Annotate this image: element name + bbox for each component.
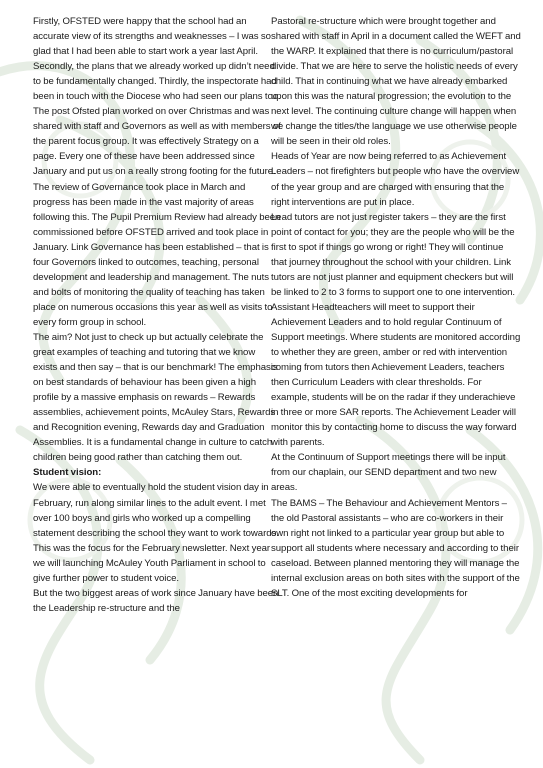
paragraph-bams: The BAMS – The Behaviour and Achievement Mentors – the old Pastoral assistants – who are co-workers in their own right not linked to a particular year group but able to support all students where necessary and according to their caseload. Between planned mentoring they will manage the internal exclusion areas on both sites with the support of the SLT. One of the most exciting developments for — [271, 497, 520, 599]
heading-student-vision: Student vision: — [33, 467, 102, 479]
paragraph-assistant-headteachers: Assistant Headteachers will meet to support their Achievement Leaders and to hold regular Continuum of Support meetings. Where students are monitored according to whether they are green, amber or red with intervention coming from tutors then Achievement Leaders, teachers then Curriculum Leaders with clear thresholds. For example, students will be on the radar if they underachieve in three or more SAR reports. The Achievement Leader will monitor this by contacting home to discuss the way forward with parents. — [271, 301, 521, 449]
paragraph-student-vision: We were able to eventually hold the student vision day in February, run along similar lines to the adult event. I met over 100 boys and girls who worked up a compelling statement describing the school they want to work towards. This was the focus for the February newsletter. Next year we will launching McAuley Youth Parliament in school to give further power to student voice. — [33, 482, 279, 584]
paragraph-continuum-of-support: At the Continuum of Support meetings there will be input from our chaplain, our SEND department and two new areas. — [271, 452, 506, 494]
paragraph-aim: The aim? Not just to check up but actually celebrate the great examples of teaching and tutoring that we know exists and then say – that is our benchmark! The emphasis on best standards of behaviour has been given a high profile by a massive emphasis on rewards – Rewards assemblies, achievement points, McAuley Stars, Rewards and Recognition evening, Rewards day and Graduation Assemblies. It is a fundamental change in culture to catch children being good rather than catching them out. — [33, 331, 278, 464]
paragraph-restructure-intro: But the two biggest areas of work since January have been the Leadership re-structure and the — [33, 587, 279, 614]
paragraph-pastoral-restructure: Pastoral re-structure which were brought together and shared with staff in April in a document called the WEFT and the WARP. It explained that there is no curriculum/pastoral divide. That we are here to serve the holistic needs of every child. That in continuing what we have already embarked upon this was the natural progression; the evolution to the next level. The continuing culture change will happen when we change the titles/the language we use otherwise people will be seen in their old roles. — [271, 16, 521, 148]
paragraph-heads-of-year: Heads of Year are now being referred to as Achievement Leaders – not firefighters but people who have the overview of the year group and are charged with ensuring that the right interventions are put in place. — [271, 151, 520, 208]
paragraph-lead-tutors: Lead tutors are not just register takers – they are the first point of contact for you; they are the people who will be the first to spot if things go wrong or right! They will continue that journey throughout the school with your children. Link tutors are not just planner and equipment checkers but will be linked to 2 to 3 forms to support one to one intervention. — [271, 211, 516, 298]
paragraph-ofsted: Firstly, OFSTED were happy that the school had an accurate view of its strengths and weaknesses – I was so glad that I had been able to start work a year last April. Secondly, the plans that we already worked up didn’t need to be fundamentally changed. Thirdly, the inspectorate had been in touch with the Diocese who had seen our plans too. The post Ofsted plan worked on over Christmas and was shared with staff and Governors as well as with members of the parent focus group. It was effectively Strategy on a page. Every one of these have been addressed since January and put us on a really strong footing for the future. The review of Governance took place in March and progress has been made in the vast majority of areas following this. The Pupil Premium Review had already been commissioned before OFSTED arrived and took place in January. Link Governance has been established – that is four Governors linked to outcomes, teaching, personal development and leadership and management. The nuts and bolts of monitoring the quality of teaching has taken place on numerous occasions this year as well as visits to every form group in school. — [33, 16, 281, 328]
left-column — [33, 14, 281, 616]
right-column — [271, 14, 521, 601]
